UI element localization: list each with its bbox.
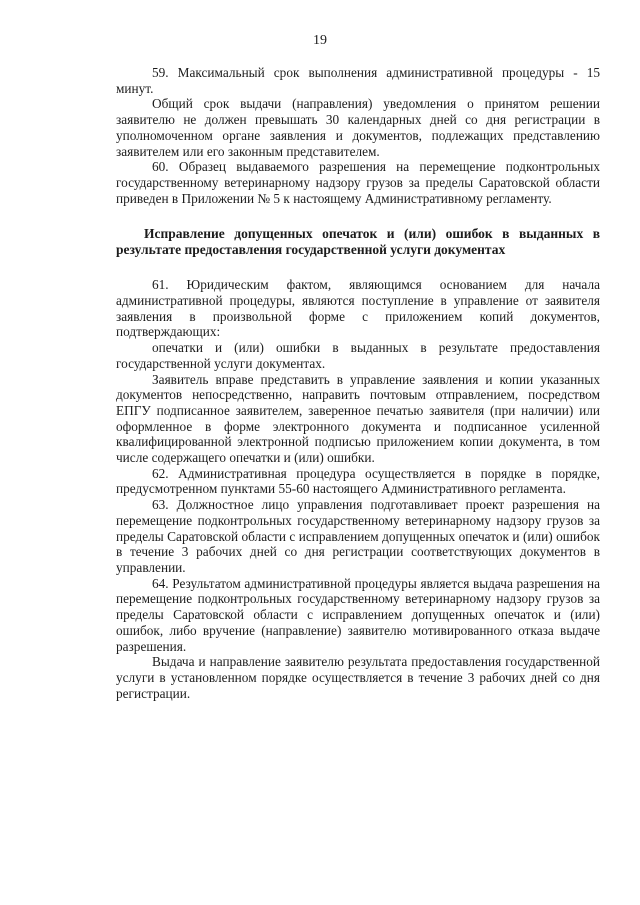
paragraph-typos: опечатки и (или) ошибки в выданных в результате предоставления государственной услуги документах. bbox=[116, 340, 600, 371]
section-heading: Исправление допущенных опечаток и (или) ошибок в выданных в результате предоставления государственной услуги документах bbox=[116, 226, 600, 258]
paragraph-61: 61. Юридическим фактом, являющимся основанием для начала административной процедуры, являются поступление в управление от заявителя заявления в произвольной форме с приложением копий документов, подтверждающих: bbox=[116, 277, 600, 340]
paragraph-delivery: Выдача и направление заявителю результата предоставления государственной услуги в установленном порядке осуществляется в течение 3 рабочих дней со дня регистрации. bbox=[116, 654, 600, 701]
paragraph-60: 60. Образец выдаваемого разрешения на перемещение подконтрольных государственному ветеринарному надзору грузов за пределы Саратовской области приведен в Приложении № 5 к настоящему Административному регламенту. bbox=[116, 159, 600, 206]
paragraph-applicant-right: Заявитель вправе представить в управление заявления и копии указанных документов непосредственно, направить почтовым отправлением, посредством ЕПГУ подписанное заявителем, заверенное печатью заявителя (при наличии) или оформленное в форме электронного документа и подписанное усиленной квалифицированной электронной подписью приложением копии документа, в том числе содержащего опечатки и (или) ошибки. bbox=[116, 371, 600, 466]
paragraph-62: 62. Административная процедура осуществляется в порядке в порядке, предусмотренном пунктами 55-60 настоящего Административного регламента. bbox=[116, 465, 600, 497]
paragraph-total-term: Общий срок выдачи (направления) уведомления о принятом решении заявителю не должен превышать 30 календарных дней со дня регистрации в уполномоченном органе заявления и документов, подлежащих представлению заявителем или его законным представителем. bbox=[116, 96, 600, 159]
document-body bbox=[116, 65, 600, 701]
paragraph-64: 64. Результатом административной процедуры является выдача разрешения на перемещение подконтрольных государственному ветеринарному надзору грузов за пределы Саратовской области с исправлением допущенных опечаток и (или) ошибок, либо вручение (направление) заявителю мотивированного отказа выдаче разрешения. bbox=[116, 575, 600, 654]
page-number: 19 bbox=[313, 33, 327, 48]
paragraph-59: 59. Максимальный срок выполнения административной процедуры - 15 минут. bbox=[116, 65, 600, 96]
paragraph-63: 63. Должностное лицо управления подготавливает проект разрешения на перемещение подконтрольных государственному ветеринарному надзору грузов за пределы Саратовской области с исправлением допущенных опечаток и (или) ошибок в течение 3 рабочих дней со дня регистрации соответствующих документов в управлении. bbox=[116, 497, 600, 575]
